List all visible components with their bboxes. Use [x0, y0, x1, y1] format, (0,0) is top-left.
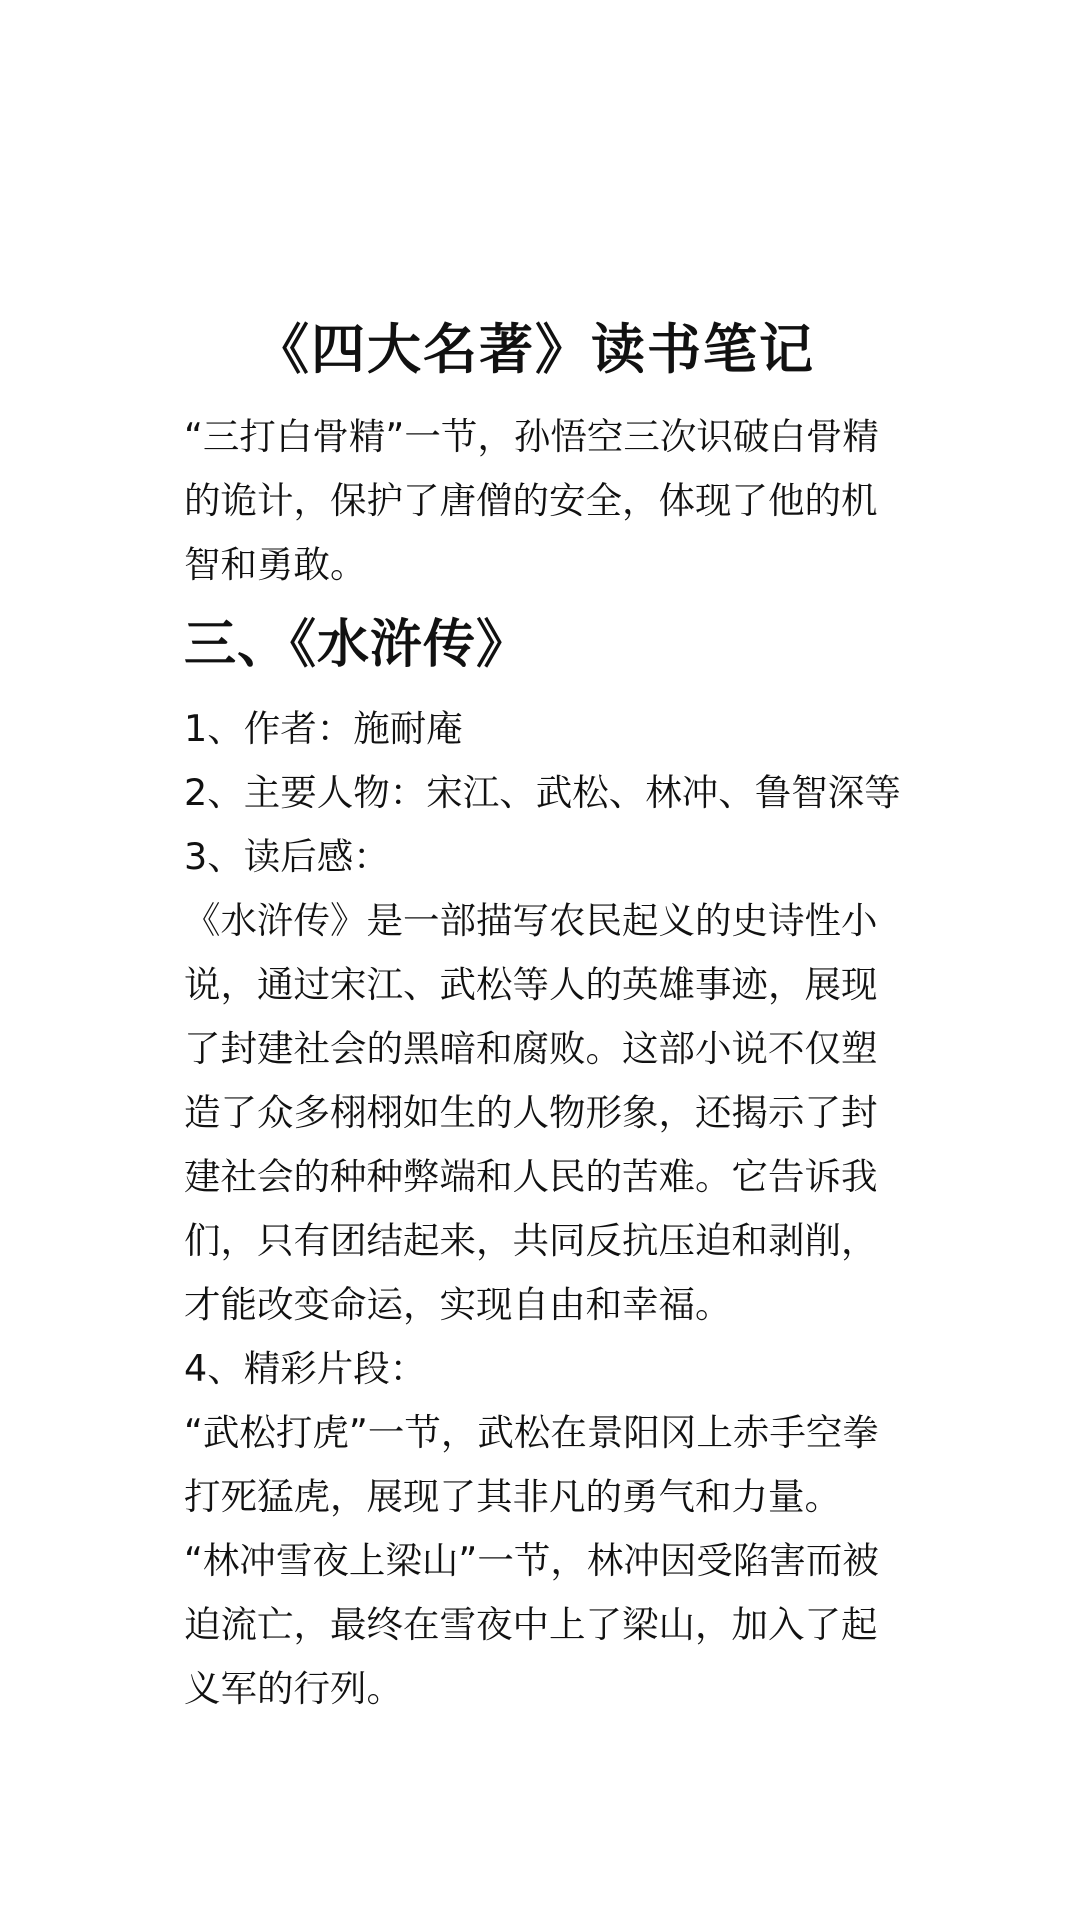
page-title: 《四大名著》读书笔记 — [255, 318, 815, 381]
review-paragraph: 《水浒传》是一部描写农民起义的史诗性小说，通过宋江、武松等人的英雄事迹，展现了封建社会的黑暗和腐败。这部小说不仅塑造了众多栩栩如生的人物形象，还揭示了封建社会的种种弊端和人民的苦难。它告诉我们，只有团结起来，共同反抗压迫和剥削，才能改变命运，实现自由和幸福。 — [184, 899, 878, 1326]
document-body — [184, 405, 904, 1721]
section-heading: 三、《水浒传》 — [184, 615, 530, 675]
highlight-paragraph-2: “林冲雪夜上梁山”一节，林冲因受陷害而被迫流亡，最终在雪夜中上了梁山，加入了起义军的行列。 — [184, 1539, 879, 1710]
highlights-label: 4、精彩片段： — [184, 1347, 427, 1390]
author-line: 1、作者：施耐庵 — [184, 707, 463, 750]
review-label: 3、读后感： — [184, 835, 390, 878]
intro-paragraph: “三打白骨精”一节，孙悟空三次识破白骨精的诡计，保护了唐僧的安全，体现了他的机智和勇敢。 — [184, 415, 879, 586]
highlight-paragraph-1: “武松打虎”一节，武松在景阳冈上赤手空拳打死猛虎，展现了其非凡的勇气和力量。 — [184, 1411, 879, 1518]
characters-line: 2、主要人物：宋江、武松、林冲、鲁智深等 — [184, 771, 901, 814]
